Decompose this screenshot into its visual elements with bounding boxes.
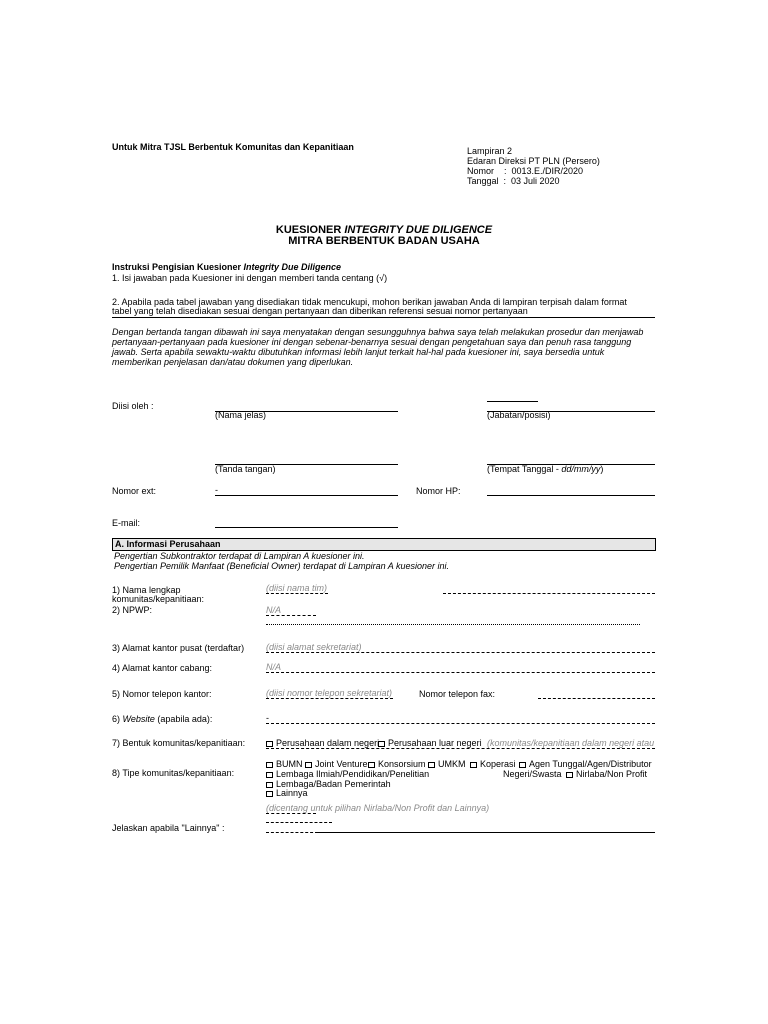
q7-label: 7) Bentuk komunitas/kepanitiaan:	[112, 738, 246, 748]
q9-field[interactable]	[318, 832, 655, 833]
q6-value[interactable]: -	[266, 713, 269, 723]
q4-value[interactable]: N/A	[266, 662, 282, 672]
checkbox-icon[interactable]	[368, 762, 375, 768]
checkbox-icon[interactable]	[470, 762, 477, 768]
q8-option-label: Lembaga Ilmiah/Pendidikan/Penelitian	[276, 769, 430, 779]
q5-fax-label: Nomor telepon fax:	[419, 689, 496, 699]
q8-option-label: Konsorsium	[378, 759, 426, 769]
q8-option-koperasi[interactable]	[470, 759, 516, 769]
section-a-note-1: Pengertian Subkontraktor terdapat di Lampiran A kuesioner ini.	[114, 551, 365, 561]
q4-label: 4) Alamat kantor cabang:	[112, 663, 213, 673]
nomor-hp-field[interactable]	[487, 495, 655, 496]
declaration-line: pertanyaan-pertanyaan pada kuesioner ini dengan sebenar-benarnya sesuai dengan pengetahuan saya dan penuh rasa tanggung	[112, 337, 632, 347]
q8-option-label: Nirlaba/Non Profit	[576, 769, 648, 779]
q3-value[interactable]: (diisi alamat sekretariat)	[266, 642, 362, 652]
q8-option-konsorsium[interactable]	[368, 759, 426, 769]
form-subtitle: Untuk Mitra TJSL Berbentuk Komunitas dan Kepanitiaan	[112, 142, 354, 152]
declaration-line: Dengan bertanda tangan dibawah ini saya menyatakan dengan sesungguhnya bahwa saya telah melakukan prosedur dan menjawab	[112, 327, 644, 337]
checkbox-icon[interactable]	[266, 791, 273, 797]
email-label: E-mail:	[112, 518, 141, 528]
q1-label-cont: komunitas/kepanitiaan:	[112, 594, 205, 604]
q8-agen-continuation: Negeri/Swasta	[503, 769, 562, 779]
q1-field-short	[266, 593, 328, 594]
q3-field	[266, 652, 655, 653]
tanggal-text: Tanggal : 03 Juli 2020	[467, 176, 560, 186]
q5-field	[266, 698, 393, 699]
q7-field	[266, 748, 655, 749]
q9-field-short	[266, 832, 318, 833]
instruction-heading	[112, 262, 341, 272]
q8-option-bumn[interactable]	[266, 759, 303, 769]
instruction-item-1: 1. Isi jawaban pada Kuesioner ini dengan memberi tanda centang (√)	[112, 273, 388, 283]
checkbox-icon[interactable]	[305, 762, 312, 768]
checkbox-icon[interactable]	[266, 772, 273, 778]
checkbox-icon[interactable]	[378, 741, 385, 747]
q9-field-top	[266, 822, 332, 823]
q3-label: 3) Alamat kantor pusat (terdaftar)	[112, 643, 245, 653]
title-prefix: KUESIONER	[275, 224, 345, 236]
tanda-tangan-caption: (Tanda tangan)	[215, 464, 276, 474]
q7-option-label: Perusahaan luar negeri	[388, 738, 482, 748]
q6-label-website: Website	[122, 714, 155, 724]
q9-label: Jelaskan apabila "Lainnya" :	[112, 823, 225, 833]
q2-value[interactable]: N/A	[266, 605, 282, 615]
q8-option-label: Lembaga/Badan Pemerintah	[276, 779, 391, 789]
diisi-oleh-label: Diisi oleh :	[112, 401, 154, 411]
q1-label: 1) Nama lengkap	[112, 585, 181, 595]
section-a-note-2: Pengertian Pemilik Manfaat (Beneficial Owner) terdapat di Lampiran A kuesioner ini.	[114, 561, 449, 571]
q6-label	[112, 714, 212, 724]
nama-jelas-caption: (Nama jelas)	[215, 410, 267, 420]
checkbox-icon[interactable]	[428, 762, 435, 768]
checkbox-icon[interactable]	[266, 741, 273, 747]
nomor-hp-label: Nomor HP:	[416, 486, 461, 496]
tempat-tanggal-caption	[487, 464, 603, 474]
q6-field	[266, 723, 655, 724]
q8-option-label: UMKM	[438, 759, 466, 769]
q8-option-label: Joint Venture	[315, 759, 368, 769]
q8-label: 8) Tipe komunitas/kepanitiaan:	[112, 768, 235, 778]
q8-option-label: Agen Tunggal/Agen/Distributor	[529, 759, 652, 769]
declaration-line: jawab. Serta apabila sewaktu-waktu dibutuhkan informasi lebih lanjut terkait hal-hal pada kuesioner ini, saya bersedia untuk	[112, 347, 605, 357]
q8-option-label: BUMN	[276, 759, 303, 769]
nomor-ext-field[interactable]	[215, 495, 398, 496]
document-title-line2: MITRA BERBENTUK BADAN USAHA	[288, 235, 480, 247]
nomor-ext-value: -	[215, 485, 218, 495]
q8-option-lembaga-ilmiah[interactable]	[266, 769, 429, 779]
q8-option-label: Koperasi	[480, 759, 516, 769]
q5-value[interactable]: (diisi nomor telepon sekretariat)	[266, 688, 393, 698]
instruction-heading-italic: Integrity Due Diligence	[243, 262, 342, 272]
checkbox-icon[interactable]	[566, 772, 573, 778]
edaran-text: Edaran Direksi PT PLN (Persero)	[467, 156, 600, 166]
q4-field	[266, 672, 655, 673]
q8-note: (dicentang untuk pilihan Nirlaba/Non Profit dan Lainnya)	[266, 803, 490, 813]
jabatan-top-line	[487, 401, 538, 402]
q2-label: 2) NPWP:	[112, 605, 153, 615]
email-field[interactable]	[215, 527, 398, 528]
tempat-tanggal-suffix: )	[600, 464, 604, 474]
checkbox-icon[interactable]	[266, 762, 273, 768]
jabatan-caption: (Jabatan/posisi)	[487, 410, 551, 420]
q8-option-label: Lainnya	[276, 788, 308, 798]
q8-option-umkm[interactable]	[428, 759, 466, 769]
q2-field-short	[266, 615, 316, 616]
q6-label-rest: (apabila ada):	[154, 714, 213, 724]
checkbox-icon[interactable]	[266, 782, 273, 788]
q2-field[interactable]	[266, 624, 640, 625]
section-a-title: A. Informasi Perusahaan	[115, 539, 221, 549]
q7-option-luar-negeri[interactable]	[378, 738, 482, 748]
tempat-tanggal-format: dd/mm/yy	[561, 464, 601, 474]
q6-label-num: 6)	[112, 714, 123, 724]
nomor-text: Nomor : 0013.E./DIR/2020	[467, 166, 584, 176]
instruction-heading-prefix: Instruksi Pengisian Kuesioner	[112, 262, 244, 272]
declaration-line: memberikan penjelasan dan/atau dokumen yang diperlukan.	[112, 357, 354, 367]
instruction-item-2-line1: 2. Apabila pada tabel jawaban yang disediakan tidak mencukupi, mohon berikan jawaban Anda di lampiran terpisah dalam format	[112, 297, 627, 307]
section-a-header	[112, 538, 656, 551]
instruction-divider	[112, 317, 655, 318]
q8-note-underline	[266, 813, 316, 814]
q8-option-joint-venture[interactable]	[305, 759, 368, 769]
q7-option-label: Perusahaan dalam negeri	[276, 738, 380, 748]
q1-value[interactable]: (diisi nama tim)	[266, 583, 328, 593]
q5-fax-field[interactable]	[538, 698, 655, 699]
q7-option-dalam-negeri[interactable]	[266, 738, 379, 748]
tempat-tanggal-prefix: (Tempat Tanggal -	[487, 464, 562, 474]
q1-field[interactable]	[443, 593, 655, 594]
q5-label: 5) Nomor telepon kantor:	[112, 689, 212, 699]
q8-option-lainnya[interactable]	[266, 788, 308, 798]
instruction-item-2-line2: tabel yang telah disediakan sesuai dengan pertanyaan dan diberikan referensi sesuai nomor pertanyaan	[112, 306, 528, 316]
q8-option-agen[interactable]	[519, 759, 652, 769]
q7-note: (komunitas/kepanitiaan dalam negeri atau	[487, 738, 655, 748]
title-italic: INTEGRITY DUE DILIGENCE	[344, 224, 493, 236]
q8-option-nirlaba[interactable]	[566, 769, 647, 779]
nomor-ext-label: Nomor ext:	[112, 486, 157, 496]
checkbox-icon[interactable]	[519, 762, 526, 768]
lampiran-text: Lampiran 2	[467, 146, 513, 156]
